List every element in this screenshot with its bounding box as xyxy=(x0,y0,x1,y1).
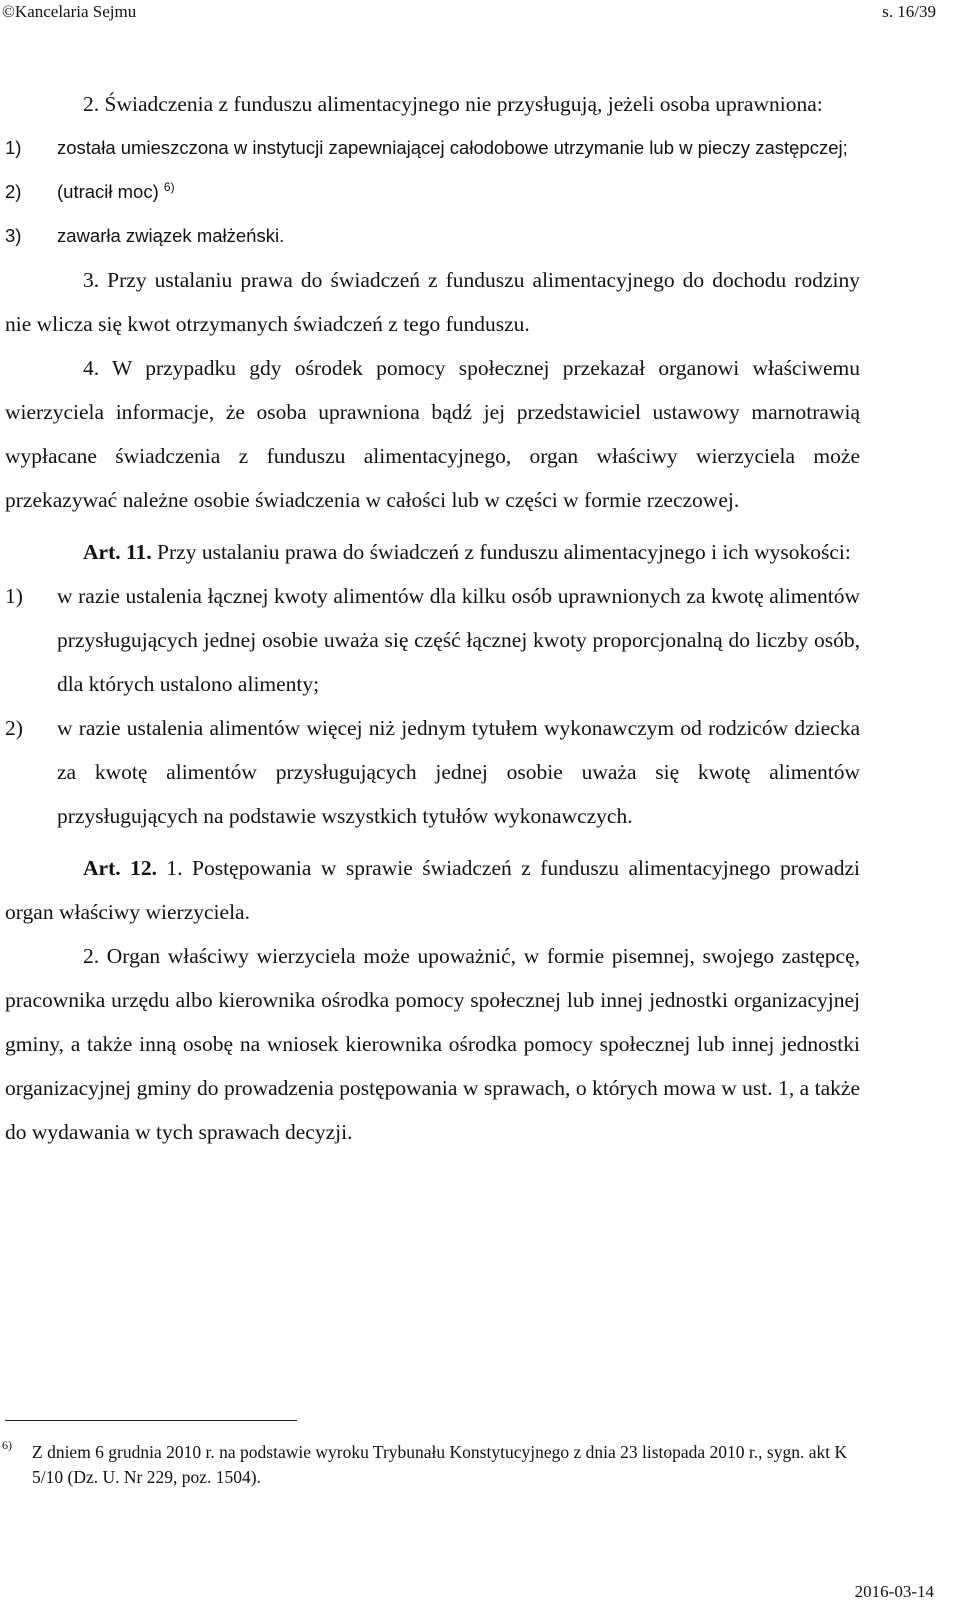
list-item-text xyxy=(57,170,860,214)
list-item-text: w razie ustalenia łącznej kwoty alimentów dla kilku osób uprawnionych za kwotę alimentów przysługujących jednej osobie uważa się część łącznej kwoty proporcjonalną do liczby osób, dla których ustalono alimenty; xyxy=(57,584,860,696)
footnote-mark: 6) xyxy=(2,1438,12,1452)
article-12-paragraph-1 xyxy=(5,846,860,934)
list-item-number: 2) xyxy=(5,716,23,740)
article-11-intro-text: Przy ustalaniu prawa do świadczeń z funduszu alimentacyjnego i ich wysokości: xyxy=(157,540,851,564)
list-item xyxy=(5,706,860,838)
repealed-text: (utracił moc) xyxy=(57,181,159,202)
list-item-number: 3) xyxy=(5,225,22,246)
list-item xyxy=(5,126,860,170)
list-item xyxy=(5,214,860,258)
list-item-number: 1) xyxy=(5,584,23,608)
article-12-label: Art. 12. xyxy=(83,856,157,880)
list-item-number: 1) xyxy=(5,137,22,158)
article-11-intro xyxy=(5,530,860,574)
list-item xyxy=(5,170,860,214)
footnote-divider xyxy=(5,1420,297,1421)
footer-date: 2016-03-14 xyxy=(854,1582,934,1601)
footnote xyxy=(2,1440,862,1490)
list-item-number: 2) xyxy=(5,181,22,202)
footnote-reference[interactable]: 6) xyxy=(163,179,175,194)
article-11-label: Art. 11. xyxy=(83,540,152,564)
article-12-paragraph-2: 2. Organ właściwy wierzyciela może upoważnić, w formie pisemnej, swojego zastępcę, pracownika urzędu albo kierownika ośrodka pomocy społecznej lub innej jednostki organizacyjnej gminy, a także inną osobę na wniosek kierownika ośrodka pomocy społecznej lub innej jednostki organizacyjnej gminy do prowadzenia postępowania w sprawach, o których mowa w ust. 1, a także do wydawania w tych sprawach decyzji. xyxy=(5,944,860,1144)
list-item xyxy=(5,574,860,706)
page-header xyxy=(0,0,960,24)
header-page-number: s. 16/39 xyxy=(882,2,936,21)
paragraph-2-intro: 2. Świadczenia z funduszu alimentacyjnego nie przysługują, jeżeli osoba uprawniona: xyxy=(83,92,823,116)
list-item-text: w razie ustalenia alimentów więcej niż jednym tytułem wykonawczym od rodziców dziecka za kwotę alimentów przysługujących jednej osobie uważa się kwotę alimentów przysługujących na podstawie wszystkich tytułów wykonawczych. xyxy=(57,716,860,828)
list-item-text: zawarła związek małżeński. xyxy=(57,225,285,246)
article-12-paragraph-1-text: 1. Postępowania w sprawie świadczeń z funduszu alimentacyjnego prowadzi organ właściwy wierzyciela. xyxy=(5,856,861,924)
header-publisher: ©Kancelaria Sejmu xyxy=(2,2,137,21)
footnote-text: Z dniem 6 grudnia 2010 r. na podstawie wyroku Trybunału Konstytucyjnego z dnia 23 listopada 2010 r., sygn. akt K 5/10 (Dz. U. Nr 229, poz. 1504). xyxy=(32,1442,848,1487)
paragraph-4: 4. W przypadku gdy ośrodek pomocy społecznej przekazał organowi właściwemu wierzyciela informacje, że osoba uprawniona bądź jej przedstawiciel ustawowy marnotrawią wypłacane świadczenia z funduszu alimentacyjnego, organ właściwy wierzyciela może przekazywać należne osobie świadczenia w całości lub w części w formie rzeczowej. xyxy=(5,356,860,512)
document-body xyxy=(5,82,860,1154)
paragraph-3: 3. Przy ustalaniu prawa do świadczeń z funduszu alimentacyjnego do dochodu rodziny nie wlicza się kwot otrzymanych świadczeń z tego funduszu. xyxy=(5,268,860,336)
list-item-text: została umieszczona w instytucji zapewniającej całodobowe utrzymanie lub w pieczy zastępczej; xyxy=(57,137,848,158)
